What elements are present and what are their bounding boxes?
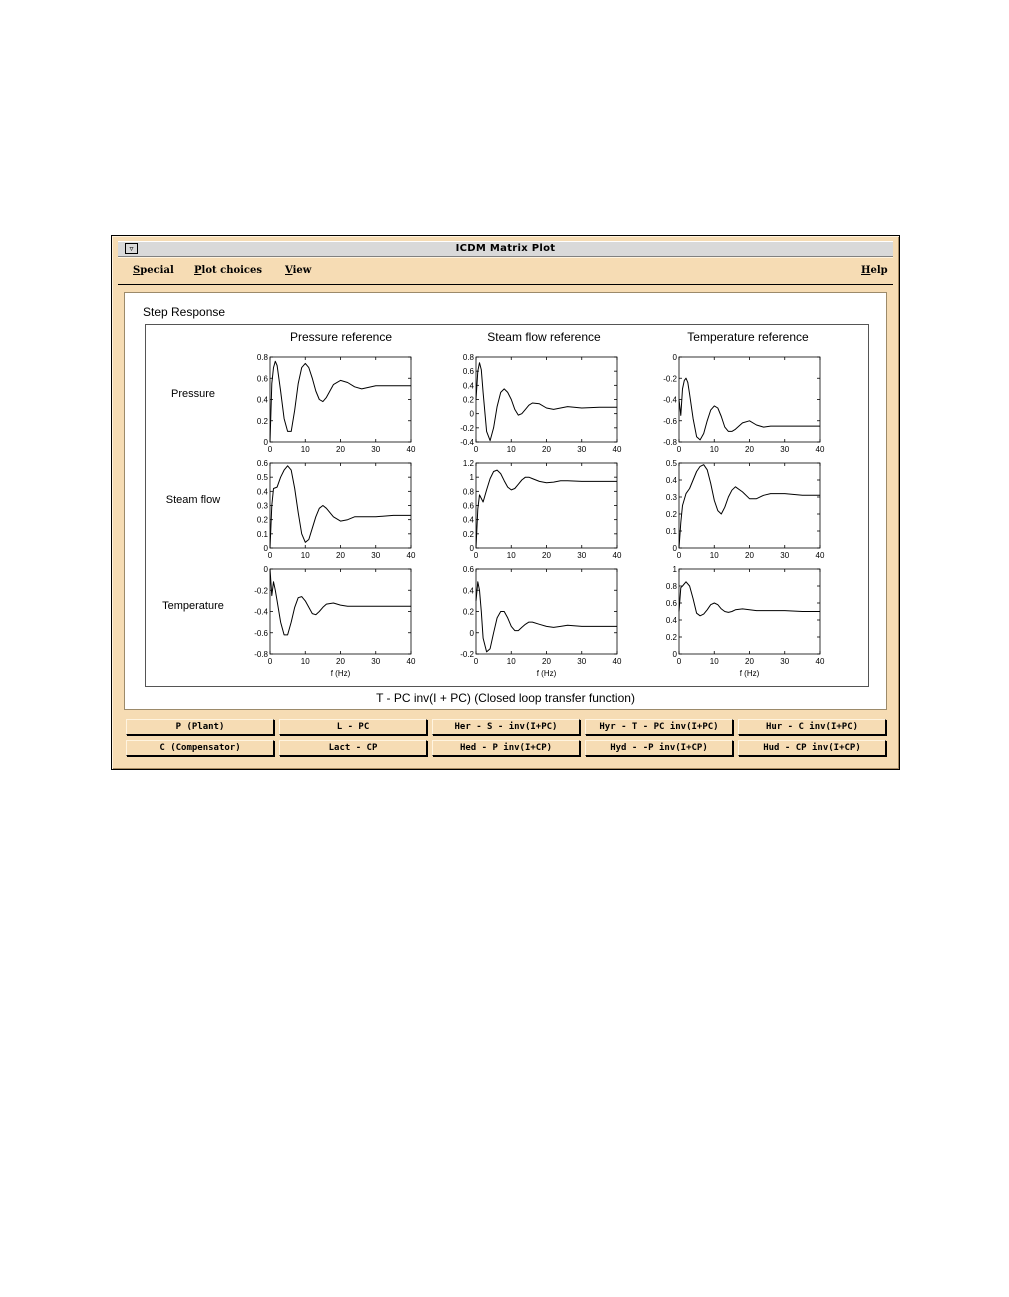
panel-1-3-xtick-label-2: 20 (745, 445, 754, 454)
panel-3-1-xtick-label-3: 30 (371, 657, 381, 666)
column-header-0: Pressure reference (289, 330, 393, 344)
panel-1-3-ytick-label-2: -0.4 (663, 395, 677, 405)
panel-1-3-series-line (679, 378, 820, 440)
panel-1-1-xtick-label-2: 20 (336, 445, 345, 454)
panel-2-3-xtick-label-0: 0 (676, 551, 682, 560)
her-button[interactable]: Her - S - inv(I+PC) (432, 719, 580, 735)
panel-3-1-xtick-label-1: 10 (300, 657, 310, 666)
panel-2-2-series-line (476, 470, 617, 548)
panel-1-3-xtick-label-4: 40 (815, 445, 825, 454)
panel-2-2-axes-box (476, 463, 617, 548)
panel-3-2-x-axis-label: f (Hz) (536, 669, 557, 678)
menu-special-label: pecial (140, 265, 174, 276)
panel-1-2-xtick-label-1: 10 (506, 445, 516, 454)
panel-1-2-ytick-label-0: -0.4 (460, 438, 474, 447)
panel-2-2-ytick-label-5: 1 (469, 473, 474, 483)
menu-plot-choices[interactable] (194, 265, 262, 277)
window-menu-button[interactable] (125, 243, 138, 254)
menu-help-label: elp (870, 265, 888, 276)
c-compensator-button[interactable]: C (Compensator) (126, 740, 274, 756)
p-plant-button[interactable]: P (Plant) (126, 719, 274, 735)
panel-3-2-xtick-label-4: 40 (612, 657, 622, 666)
panel-2-2-ytick-label-3: 0.6 (462, 501, 474, 511)
column-header-2: Temperature reference (687, 330, 809, 344)
panel-1-1-series-line (270, 361, 411, 442)
panel-3-1-axes-box (270, 569, 411, 654)
panel-2-2-xtick-label-3: 30 (577, 551, 587, 560)
panel-1-1-ytick-label-4: 0.8 (256, 353, 268, 362)
hed-button[interactable]: Hed - P inv(I+CP) (432, 740, 580, 756)
panel-3-2-ytick-label-0: -0.2 (460, 650, 474, 659)
panel-3-3-ytick-label-2: 0.4 (665, 616, 677, 625)
panel-1-1-ytick-label-2: 0.4 (256, 395, 268, 405)
title-bar[interactable] (118, 241, 893, 257)
icdm-matrix-plot-window (111, 235, 900, 770)
panel-3-1-xtick-label-2: 20 (336, 657, 345, 666)
panel-1-3-xtick-label-0: 0 (676, 445, 682, 454)
panel-3-1-xtick-label-0: 0 (267, 657, 273, 666)
panel-1-2-ytick-label-6: 0.8 (462, 353, 474, 362)
hud-button[interactable]: Hud - CP inv(I+CP) (738, 740, 886, 756)
row-label-1: Steam flow (165, 494, 221, 506)
panel-3-1-ytick-label-0: -0.8 (254, 650, 268, 659)
menu-help[interactable] (861, 265, 888, 277)
panel-2-3-ytick-label-1: 0.1 (665, 527, 677, 536)
panel-3-2-ytick-label-1: 0 (469, 628, 474, 638)
panel-2-2-ytick-label-2: 0.4 (462, 515, 474, 525)
panel-3-3-xtick-label-3: 30 (780, 657, 790, 666)
step-response-matrix-chart (146, 325, 868, 686)
panel-3-3-xtick-label-4: 40 (815, 657, 825, 666)
hyd-button[interactable]: Hyd - -P inv(I+CP) (585, 740, 733, 756)
panel-2-3-xtick-label-4: 40 (815, 551, 825, 560)
menu-view-mnemonic: V (285, 265, 293, 276)
menu-plot-choices-mnemonic: P (194, 265, 202, 276)
panel-1-3-ytick-label-3: -0.2 (663, 374, 677, 384)
panel-2-3-xtick-label-2: 20 (745, 551, 754, 560)
panel-3-3-xtick-label-0: 0 (676, 657, 682, 666)
panel-1-3-axes-box (679, 357, 820, 442)
panel-3-1-ytick-label-2: -0.4 (254, 607, 268, 617)
panel-1-3-ytick-label-1: -0.6 (663, 416, 677, 426)
row-label-2: Temperature (162, 600, 224, 612)
panel-1-3-ytick-label-0: -0.8 (663, 438, 677, 447)
panel-3-2-xtick-label-2: 20 (542, 657, 551, 666)
panel-2-2-ytick-label-4: 0.8 (462, 487, 474, 497)
panel-3-3-ytick-label-1: 0.2 (665, 633, 677, 642)
menu-special-mnemonic: S (133, 265, 141, 276)
panel-2-1-xtick-label-1: 10 (300, 551, 310, 560)
panel-3-3-x-axis-label: f (Hz) (739, 669, 760, 678)
panel-3-1-ytick-label-4: 0 (263, 565, 268, 574)
panel-1-1-xtick-label-0: 0 (267, 445, 273, 454)
panel-1-2-ytick-label-1: -0.2 (460, 423, 474, 433)
panel-1-3-xtick-label-1: 10 (709, 445, 719, 454)
panel-1-1-ytick-label-0: 0 (263, 438, 268, 447)
panel-2-1-xtick-label-4: 40 (406, 551, 416, 560)
panel-1-1-xtick-label-1: 10 (300, 445, 310, 454)
plot-caption: T - PC inv(I + PC) (Closed loop transfer function) (376, 691, 635, 705)
panel-3-3-ytick-label-4: 0.8 (665, 582, 677, 591)
panel-3-3-xtick-label-2: 20 (745, 657, 754, 666)
panel-2-3-axes-box (679, 463, 820, 548)
panel-2-2-xtick-label-1: 10 (506, 551, 516, 560)
panel-3-3-xtick-label-1: 10 (709, 657, 719, 666)
panel-3-3-series-line (679, 582, 820, 616)
panel-2-2-xtick-label-0: 0 (473, 551, 479, 560)
panel-1-2-xtick-label-3: 30 (577, 445, 587, 454)
panel-2-3-xtick-label-1: 10 (709, 551, 719, 560)
panel-2-1-xtick-label-0: 0 (267, 551, 273, 560)
panel-3-1-xtick-label-4: 40 (406, 657, 416, 666)
panel-3-3-ytick-label-0: 0 (672, 650, 677, 659)
plot-heading: Step Response (143, 305, 226, 319)
panel-2-3-series-line (679, 465, 820, 548)
panel-1-1-ytick-label-3: 0.6 (256, 374, 268, 384)
column-header-1: Steam flow reference (487, 330, 601, 344)
menu-view-label: iew (292, 265, 312, 276)
panel-3-3-ytick-label-3: 0.6 (665, 599, 677, 608)
panel-3-1-series-line (270, 569, 411, 635)
panel-2-1-ytick-label-1: 0.1 (256, 529, 268, 539)
panel-3-2-series-line (476, 582, 617, 652)
hyr-button[interactable]: Hyr - T - PC inv(I+PC) (585, 719, 733, 735)
plot-frame (145, 324, 869, 687)
panel-3-2-ytick-label-2: 0.2 (462, 607, 474, 617)
menu-bar (118, 257, 893, 285)
panel-2-1-ytick-label-4: 0.4 (256, 487, 268, 497)
panel-2-1-ytick-label-0: 0 (263, 544, 268, 553)
panel-2-1-series-line (270, 466, 411, 548)
panel-2-1-ytick-label-5: 0.5 (256, 473, 268, 483)
panel-2-1-ytick-label-3: 0.3 (256, 501, 268, 511)
panel-1-2-xtick-label-0: 0 (473, 445, 479, 454)
panel-2-2-ytick-label-1: 0.2 (462, 529, 474, 539)
panel-2-3-ytick-label-2: 0.2 (665, 510, 677, 519)
panel-1-2-ytick-label-3: 0.2 (462, 395, 474, 405)
panel-2-3-ytick-label-4: 0.4 (665, 476, 677, 485)
panel-2-1-ytick-label-2: 0.2 (256, 515, 268, 525)
panel-3-2-xtick-label-3: 30 (577, 657, 587, 666)
window-menu-icon: ▿ (129, 244, 134, 253)
panel-3-1-ytick-label-1: -0.6 (254, 628, 268, 638)
panel-2-1-xtick-label-3: 30 (371, 551, 381, 560)
hur-button[interactable]: Hur - C inv(I+PC) (738, 719, 886, 735)
menu-special[interactable] (133, 265, 174, 277)
panel-2-3-ytick-label-3: 0.3 (665, 493, 677, 502)
panel-2-3-xtick-label-3: 30 (780, 551, 790, 560)
lact-cp-button[interactable]: Lact - CP (279, 740, 427, 756)
panel-3-1-ytick-label-3: -0.2 (254, 586, 268, 596)
panel-1-2-ytick-label-5: 0.6 (462, 367, 474, 377)
panel-2-1-axes-box (270, 463, 411, 548)
panel-2-2-ytick-label-0: 0 (469, 544, 474, 553)
panel-2-3-ytick-label-0: 0 (672, 544, 677, 553)
panel-3-2-xtick-label-1: 10 (506, 657, 516, 666)
panel-1-2-series-line (476, 363, 617, 441)
panel-2-2-ytick-label-6: 1.2 (462, 459, 474, 468)
panel-1-1-xtick-label-3: 30 (371, 445, 381, 454)
panel-2-3-ytick-label-5: 0.5 (665, 459, 677, 468)
panel-1-1-ytick-label-1: 0.2 (256, 416, 268, 426)
panel-3-1-x-axis-label: f (Hz) (330, 669, 351, 678)
panel-1-2-ytick-label-4: 0.4 (462, 381, 474, 391)
panel-1-2-axes-box (476, 357, 617, 442)
panel-3-3-ytick-label-5: 1 (672, 565, 677, 574)
panel-3-2-ytick-label-3: 0.4 (462, 586, 474, 596)
panel-1-1-xtick-label-4: 40 (406, 445, 416, 454)
panel-1-2-xtick-label-4: 40 (612, 445, 622, 454)
window-title: ICDM Matrix Plot (455, 243, 556, 254)
panel-3-2-axes-box (476, 569, 617, 654)
menu-help-mnemonic: H (861, 265, 871, 276)
panel-3-2-xtick-label-0: 0 (473, 657, 479, 666)
l-pc-button[interactable]: L - PC (279, 719, 427, 735)
panel-3-2-ytick-label-4: 0.6 (462, 565, 474, 574)
panel-1-3-ytick-label-4: 0 (672, 353, 677, 362)
menu-view[interactable] (285, 265, 311, 277)
panel-1-3-xtick-label-3: 30 (780, 445, 790, 454)
panel-2-1-ytick-label-6: 0.6 (256, 459, 268, 468)
panel-2-2-xtick-label-2: 20 (542, 551, 551, 560)
panel-2-1-xtick-label-2: 20 (336, 551, 345, 560)
panel-1-2-ytick-label-2: 0 (469, 409, 474, 419)
panel-2-2-xtick-label-4: 40 (612, 551, 622, 560)
row-label-0: Pressure (170, 388, 216, 400)
plot-area (124, 292, 887, 710)
panel-1-2-xtick-label-2: 20 (542, 445, 551, 454)
menu-plot-choices-label: lot choices (201, 265, 263, 276)
